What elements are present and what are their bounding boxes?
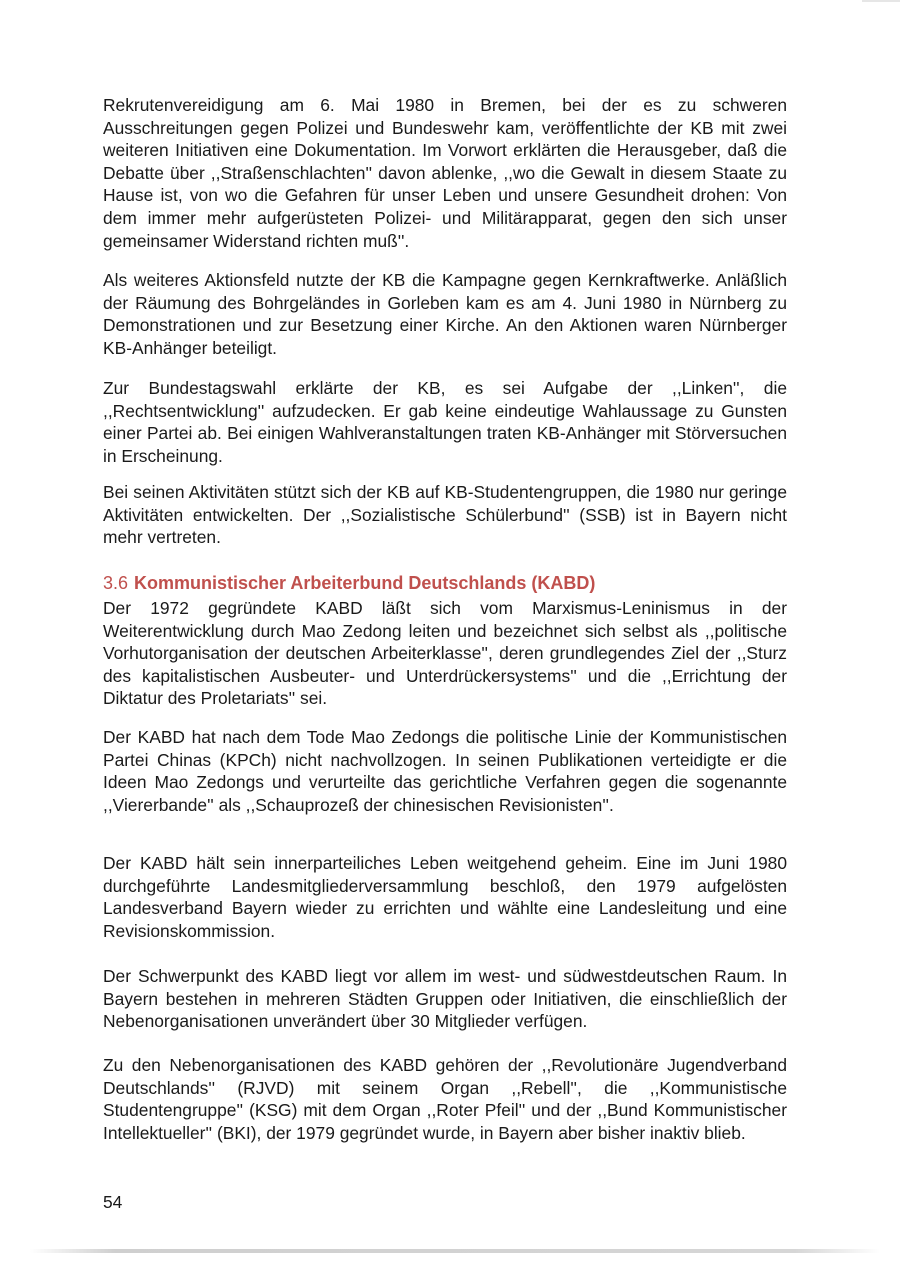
paragraph-text: Zu den Nebenorganisationen des KABD gehören der ,,Revolutionäre Jugendverband Deutschlands'' (RJVD) mit seinem Organ ,,Rebell'', die ,,Kommunistische Studentengruppe'' (KSG) mit dem Organ ,,Roter Pfeil'' und der ,,Bund Kommunistischer Intellektueller'' (BKI), der 1979 gegründet wurde, in Bayern aber bisher inaktiv blieb.	[103, 1055, 787, 1143]
paragraph-text: Der KABD hat nach dem Tode Mao Zedongs die politische Linie der Kommunistischen Partei Chinas (KPCh) nicht nachvollzogen. In seinen Publikationen verteidigte er die Ideen Mao Zedongs und verurteilte das gerichtliche Verfahren gegen die sogenannte ,,Viererbande'' als ,,Schauprozeß der chinesischen Revisionisten''.	[103, 727, 787, 815]
paragraph-text: Als weiteres Aktionsfeld nutzte der KB die Kampagne gegen Kernkraftwerke. Anläßlich der Räumung des Bohrgeländes in Gorleben kam es am 4. Juni 1980 in Nürnberg zu Demonstrationen und zur Besetzung einer Kirche. An den Aktionen waren Nürnberger KB-Anhänger beteiligt.	[103, 270, 787, 358]
paragraph-text: Zur Bundestagswahl erklärte der KB, es sei Aufgabe der ,,Linken'', die ,,Rechtsentwicklung'' aufzudecken. Er gab keine eindeutige Wahlaussage zu Gunsten einer Partei ab. Bei einigen Wahlveranstaltungen traten KB-Anhänger mit Störversuchen in Erscheinung.	[103, 378, 787, 466]
paragraph-kabd-linie	[103, 726, 787, 816]
paragraph-text: Der Schwerpunkt des KABD liegt vor allem im west- und südwestdeutschen Raum. In Bayern bestehen in mehreren Städten Gruppen oder Initiativen, die einschließlich der Nebenorganisationen unverändert über 30 Mitglieder verfügen.	[103, 966, 787, 1032]
paragraph-rekrutenvereidigung	[103, 94, 787, 252]
paragraph-kabd-schwerpunkt	[103, 965, 787, 1033]
section-number: 3.6	[103, 573, 129, 593]
paragraph-text: Der KABD hält sein innerparteiliches Leben weitgehend geheim. Eine im Juni 1980 durchgeführte Landesmitgliederversammlung beschloß, den 1979 aufgelösten Landesverband Bayern wieder zu errichten und wählte eine Landesleitung und eine Revisionskommission.	[103, 853, 787, 941]
paragraph-kabd-gruendung	[103, 597, 787, 710]
paragraph-kabd-parteileben	[103, 852, 787, 942]
scan-top-edge	[862, 0, 900, 2]
scan-bottom-line	[30, 1249, 880, 1253]
paragraph-kernkraftwerke	[103, 269, 787, 359]
paragraph-text: Bei seinen Aktivitäten stützt sich der KB auf KB-Studentengruppen, die 1980 nur geringe Aktivitäten entwickelten. Der ,,Sozialistische Schülerbund'' (SSB) ist in Bayern nicht mehr vertreten.	[103, 482, 787, 548]
section-title: Kommunistischer Arbeiterbund Deutschlands (KABD)	[134, 573, 596, 593]
paragraph-text: Rekrutenvereidigung am 6. Mai 1980 in Bremen, bei der es zu schweren Ausschreitungen gegen Polizei und Bundeswehr kam, veröffentlichte der KB mit zwei weiteren Initiativen eine Dokumentation. Im Vorwort erklärten die Herausgeber, daß die Debatte über ,,Straßenschlachten'' davon ablenke, ,,wo die Gewalt in diesem Staate zu Hause ist, von wo die Gefahren für unser Leben und unsere Gesundheit drohen: Von dem immer mehr aufgerüsteten Polizei- und Militärapparat, gegen den sich unser gemeinsamer Widerstand richten muß''.	[103, 95, 787, 251]
paragraph-studentengruppen	[103, 481, 787, 549]
page-number: 54	[103, 1192, 123, 1212]
paragraph-text: Der 1972 gegründete KABD läßt sich vom Marxismus-Leninismus in der Weiterentwicklung durch Mao Zedong leiten und bezeichnet sich selbst als ,,politische Vorhutorganisation der deutschen Arbeiterklasse'', deren grundlegendes Ziel der ,,Sturz des kapitalistischen Ausbeuter- und Unterdrückersystems'' und die ,,Errichtung der Diktatur des Proletariats'' sei.	[103, 598, 787, 709]
paragraph-bundestagswahl	[103, 377, 787, 467]
paragraph-kabd-nebenorganisationen	[103, 1054, 787, 1144]
section-heading	[103, 572, 787, 595]
